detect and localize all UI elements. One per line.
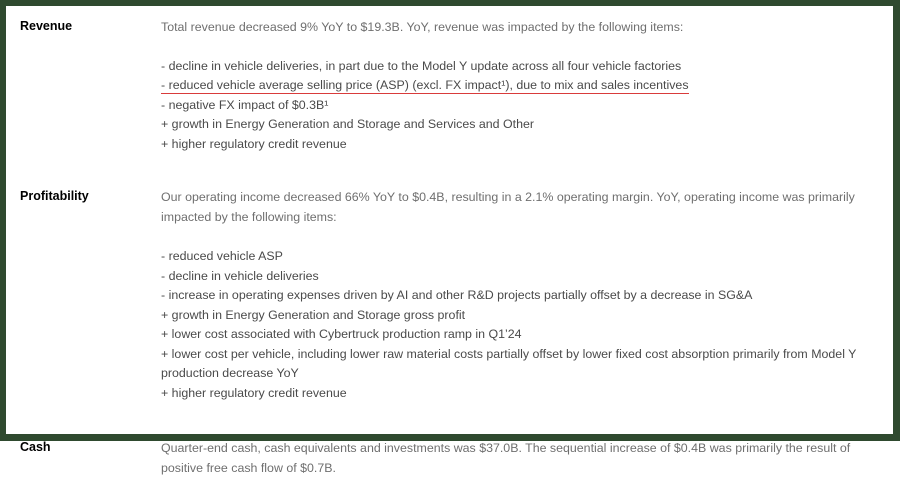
section-body-cash [161, 439, 893, 478]
list-item: - increase in operating expenses driven by AI and other R&D projects partially offset by a decrease in SG&A [161, 288, 753, 302]
section-profitability [6, 188, 893, 403]
page-border-right [893, 0, 900, 441]
list-item: + growth in Energy Generation and Storage and Services and Other [161, 117, 534, 131]
section-body-revenue [161, 18, 893, 154]
list-item: - reduced vehicle ASP [161, 249, 283, 263]
highlighted-text: - reduced vehicle average selling price (ASP) (excl. FX impact¹), due to mix and sales incentives [161, 78, 689, 92]
profitability-summary-paragraph: Our operating income decreased 66% YoY to $0.4B, resulting in a 2.1% operating margin. YoY, operating income was primarily impacted by the following items: [161, 190, 855, 224]
section-label-cash: Cash [20, 440, 51, 454]
section-label-revenue: Revenue [20, 19, 73, 33]
document-content [6, 6, 893, 475]
section-body-profitability [161, 188, 893, 403]
list-item-highlighted [161, 76, 863, 96]
list-item: + lower cost per vehicle, including lower raw material costs partially offset by lower fixed cost absorption primarily from Model Y production decrease YoY [161, 346, 857, 380]
revenue-bullet-list [161, 57, 863, 155]
section-cash [6, 439, 893, 478]
list-item: + lower cost associated with Cybertruck production ramp in Q1’24 [161, 327, 522, 341]
list-item: - decline in vehicle deliveries [161, 268, 319, 283]
section-label-profitability: Profitability [20, 189, 89, 203]
section-revenue [6, 18, 893, 154]
list-item: - decline in vehicle deliveries, in part due to the Model Y update across all four vehicle factories [161, 58, 682, 73]
cash-summary-paragraph: Quarter-end cash, cash equivalents and investments was $37.0B. The sequential increase of $0.4B was primarily the result of positive free cash flow of $0.7B. [161, 441, 851, 475]
list-item: + growth in Energy Generation and Storage gross profit [161, 307, 466, 322]
revenue-summary-paragraph: Total revenue decreased 9% YoY to $19.3B. YoY, revenue was impacted by the following items: [161, 20, 684, 34]
list-item: - negative FX impact of $0.3B¹ [161, 97, 329, 112]
list-item: + higher regulatory credit revenue [161, 136, 347, 151]
list-item: + higher regulatory credit revenue [161, 385, 347, 400]
profitability-bullet-list [161, 247, 863, 403]
